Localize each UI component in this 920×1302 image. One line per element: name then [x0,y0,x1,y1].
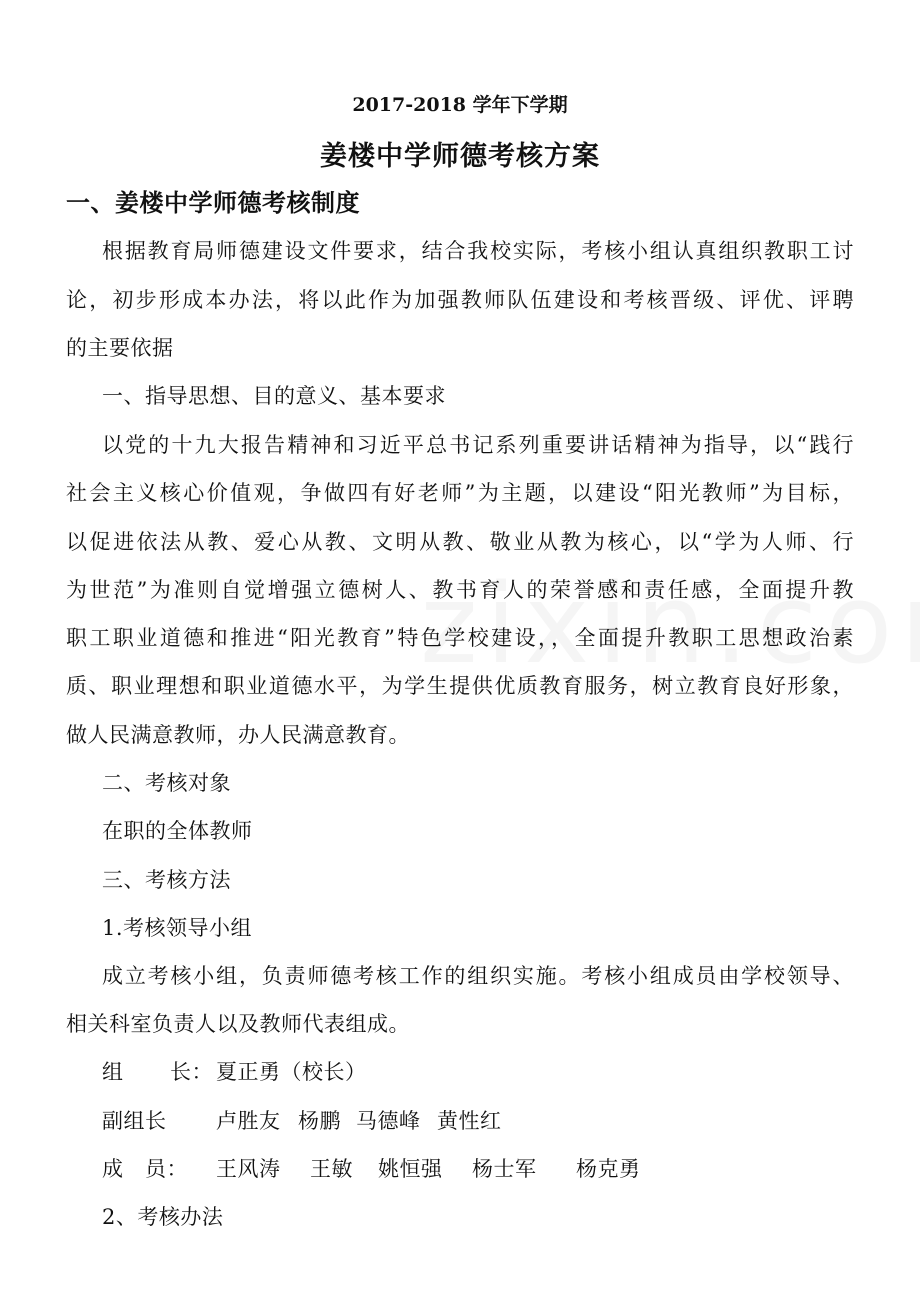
part1-heading: 一、指导思想、目的意义、基本要求 [102,384,446,408]
sub1-line-1: 成立考核小组，负责师德考核工作的组织实施。考核小组成员由学校领导、 [102,964,854,988]
part1-line-2: 社会主义核心价值观，争做四有好老师”为主题，以建设“阳光教师”为目标， [66,481,854,505]
part1-line-1: 以党的十九大报告精神和习近平总书记系列重要讲话精神为指导，以“践行 [102,433,854,457]
deputy-name-2: 杨鹏 [298,1109,341,1133]
part1-line-5: 职工职业道德和推进“阳光教育”特色学校建设，，全面提升教职工思想政治素 [66,626,854,650]
member-name-3: 姚恒强 [378,1157,443,1181]
member-name-2: 王敏 [310,1157,353,1181]
part2-heading: 二、考核对象 [102,771,231,795]
sub1-line-2: 相关科室负责人以及教师代表组成。 [66,1012,410,1036]
part1-line-4: 为世范”为准则自觉增强立德树人、教书育人的荣誉感和责任感，全面提升教 [66,578,854,602]
part3-heading: 三、考核方法 [102,868,231,892]
deputy-name-3: 马德峰 [356,1109,421,1133]
part1-line-6: 质、职业理想和职业道德水平，为学生提供优质教育服务，树立教育良好形象， [66,674,854,698]
members-label: 成 员： [102,1157,188,1181]
part1-line-7: 做人民满意教师，办人民满意教育。 [66,723,410,747]
intro-line-3: 的主要依据 [66,336,174,360]
intro-line-1: 根据教育局师德建设文件要求，结合我校实际，考核小组认真组织教职工讨 [102,239,854,263]
term-heading: 2017-2018 学年下学期 [352,94,568,116]
part2-body: 在职的全体教师 [102,819,253,843]
sub2-heading: 2、考核办法 [102,1205,224,1229]
intro-line-2: 论，初步形成本办法，将以此作为加强教师队伍建设和考核晋级、评优、评聘 [66,288,854,312]
document-title: 姜楼中学师德考核方案 [320,141,600,172]
sub1-heading: 1.考核领导小组 [102,916,253,940]
leader-row [102,1057,124,1087]
deputy-name-1: 卢胜友 [216,1109,281,1133]
leader-label-b: 长： [170,1060,213,1084]
part1-line-3: 以促进依法从教、爱心从教、文明从教、敬业从教为核心，以“学为人师、行 [66,530,854,554]
deputy-name-4: 黄性红 [437,1109,502,1133]
deputy-label: 副组长 [102,1109,167,1133]
member-name-4: 杨士军 [472,1157,537,1181]
section-heading: 一、姜楼中学师德考核制度 [66,188,360,217]
leader-label-a: 组 [102,1060,124,1084]
leader-name: 夏正勇（校长） [216,1060,367,1084]
member-name-5: 杨克勇 [576,1157,641,1181]
member-name-1: 王风涛 [216,1157,281,1181]
